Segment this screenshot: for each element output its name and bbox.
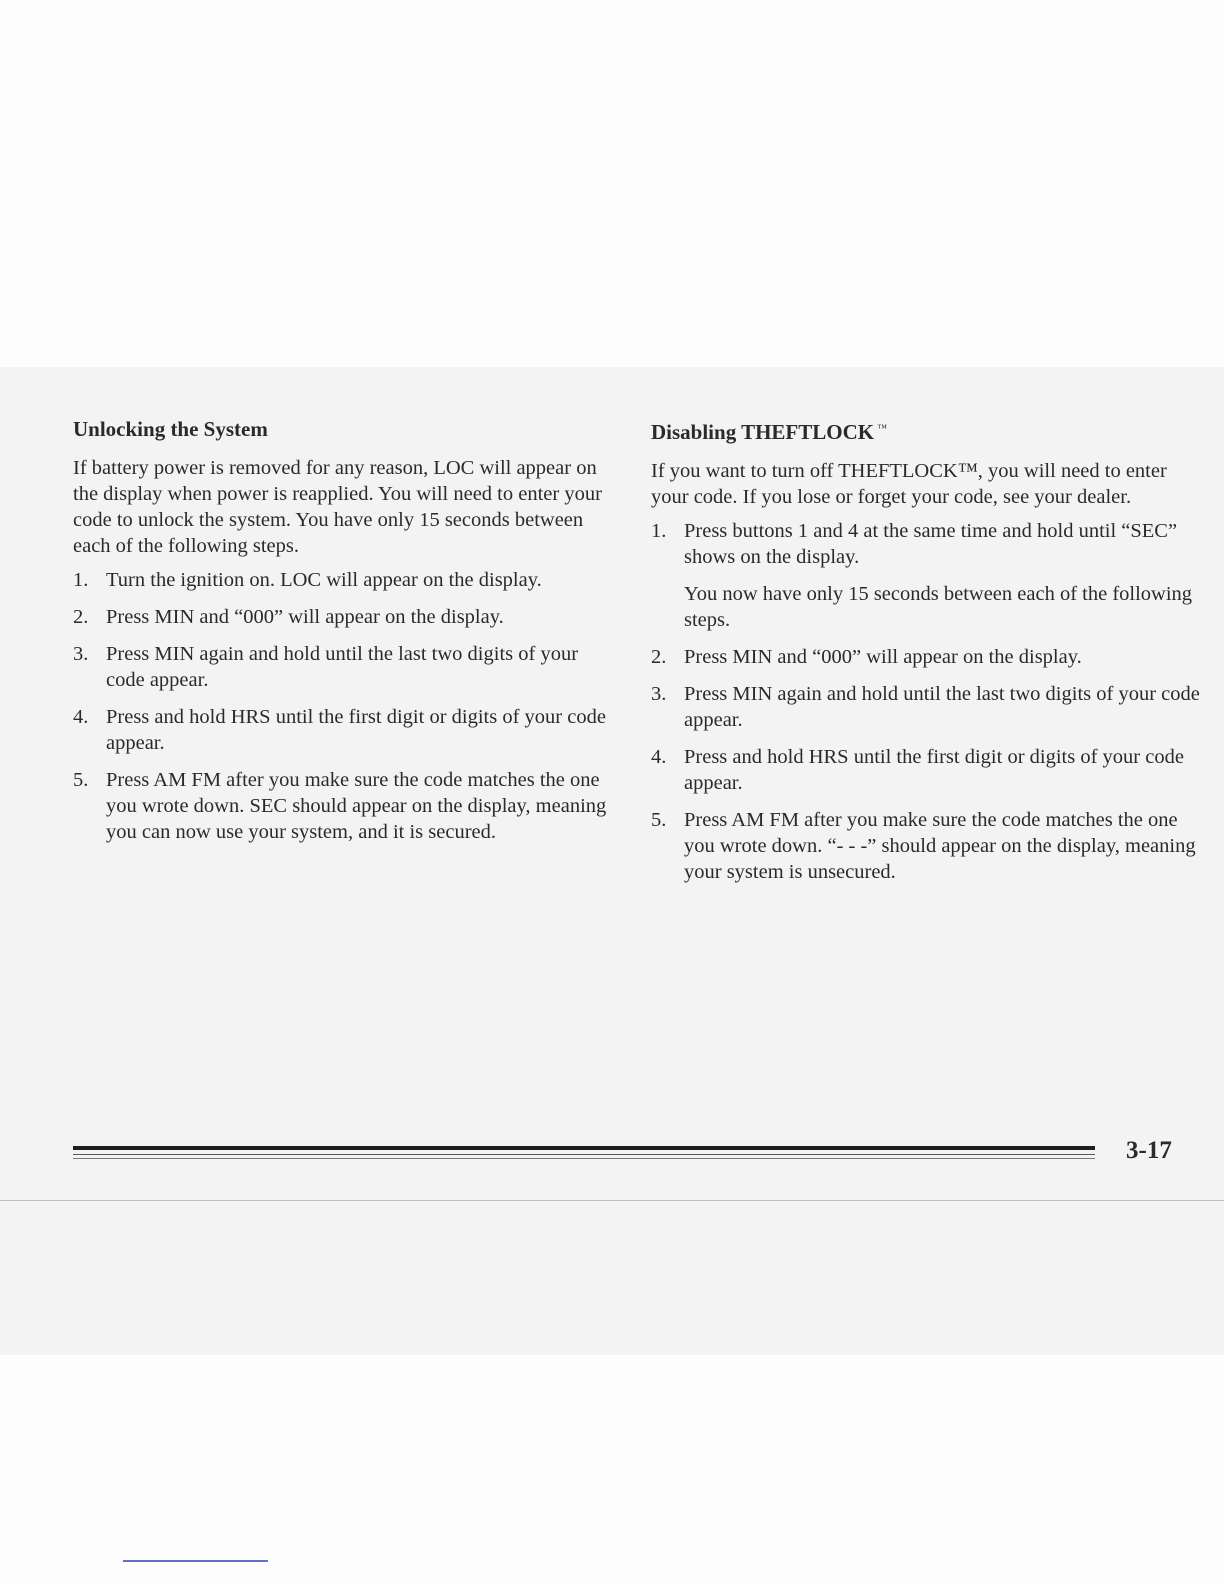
step-number: 4. [651,746,667,768]
step-text: Press and hold HRS until the first digit or digits of your code appear. [106,706,606,754]
step-text: Press MIN again and hold until the last two digits of your code appear. [684,683,1200,731]
step-text: Press buttons 1 and 4 at the same time and hold until “SEC” shows on the display. [684,520,1178,568]
step-note: You now have only 15 seconds between each of the following steps. [684,583,1193,631]
list-item [73,704,613,756]
step-number: 1. [651,520,667,542]
list-item [651,518,1201,633]
list-item [651,744,1201,796]
step-number: 3. [73,643,89,665]
step-number: 1. [73,569,89,591]
step-text: Press MIN and “000” will appear on the display. [106,606,504,628]
footer-rule [73,1154,1095,1155]
heading-text: Disabling THEFTLOCK [651,420,875,444]
step-number: 3. [651,683,667,705]
right-column [651,415,1201,896]
intro-paragraph-unlocking: If battery power is removed for any reason, LOC will appear on the display when power is reapplied. You will need to enter your code to unlock the system. You have only 15 seconds between each of the following steps. [73,457,602,557]
step-number: 5. [651,809,667,831]
list-item [73,567,613,593]
step-text: Press MIN again and hold until the last two digits of your code appear. [106,643,579,691]
intro-paragraph-disabling: If you want to turn off THEFTLOCK™, you will need to enter your code. If you lose or forget your code, see your dealer. [651,460,1167,508]
step-number: 5. [73,769,89,791]
left-column [73,415,613,856]
step-number: 4. [73,706,89,728]
step-text: Press AM FM after you make sure the code matches the one you wrote down. SEC should appear on the display, meaning you can now use your system, and it is secured. [106,769,607,843]
footer-rule [73,1158,1095,1159]
step-text: Press MIN and “000” will appear on the display. [684,646,1082,668]
section-heading-unlocking: Unlocking the System [73,417,268,441]
step-text: Press and hold HRS until the first digit or digits of your code appear. [684,746,1184,794]
list-item [651,807,1201,885]
page-number: 3-17 [1126,1137,1172,1164]
list-item [73,604,613,630]
step-number: 2. [73,606,89,628]
corner-mark [123,1560,268,1562]
divider [0,1200,1224,1201]
list-item [73,767,613,845]
footer-rule [73,1146,1095,1150]
section-heading-disabling [651,415,1201,446]
step-text: Turn the ignition on. LOC will appear on the display. [106,569,542,591]
trademark-symbol: ™ [877,423,887,434]
steps-list-disabling [651,518,1201,885]
list-item [651,681,1201,733]
step-number: 2. [651,646,667,668]
list-item [73,641,613,693]
steps-list-unlocking [73,567,613,845]
step-text: Press AM FM after you make sure the code matches the one you wrote down. “- - -” should appear on the display, meaning your system is unsecured. [684,809,1196,883]
list-item [651,644,1201,670]
